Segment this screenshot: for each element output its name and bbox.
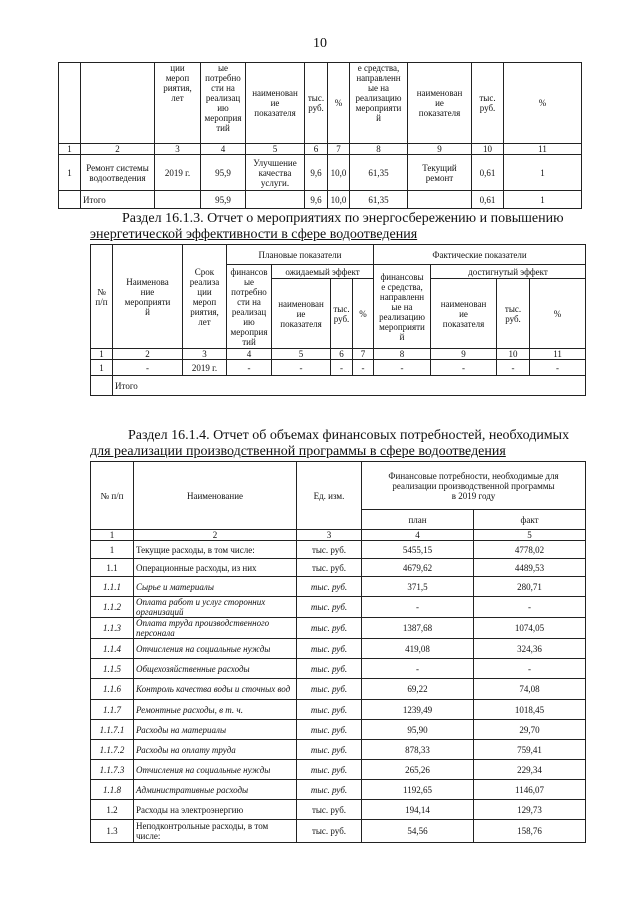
cell: 10,0	[328, 155, 350, 191]
header-num: № п/п	[91, 245, 113, 349]
cell-fakt: -	[474, 597, 586, 618]
cell-fakt: 229,34	[474, 760, 586, 780]
cell-num: 1.1.5	[91, 659, 134, 679]
cell-name: Операционные расходы, из них	[134, 559, 297, 577]
cell: 2019 г.	[183, 360, 227, 376]
cell-name: Отчисления на социальные нужды	[134, 760, 297, 780]
col-number: 8	[374, 349, 431, 360]
cell-plan: 54,56	[362, 820, 474, 843]
table-energy-saving	[90, 244, 586, 396]
table-row	[59, 155, 582, 191]
total-label: Итого	[113, 376, 586, 396]
cell-fakt: 1018,45	[474, 700, 586, 720]
table-row	[91, 720, 586, 740]
cell-name: Оплата работ и услуг сторонних организаций	[134, 597, 297, 618]
cell: 95,9	[201, 191, 246, 209]
cell-unit: тыс. руб.	[297, 597, 362, 618]
col-number: 3	[155, 144, 201, 155]
header-finans-plan: финансов ые потребно сти на реализац ию мероприя тий	[227, 265, 272, 349]
cell-num: 1.1.1	[91, 577, 134, 597]
cell-plan: 1239,49	[362, 700, 474, 720]
cell-plan: 69,22	[362, 679, 474, 700]
cell: 1	[504, 155, 582, 191]
col-number: 3	[297, 530, 362, 541]
header-tys-rub2: тыс. руб.	[497, 279, 530, 349]
cell-plan: -	[362, 597, 474, 618]
cell-fakt: 74,08	[474, 679, 586, 700]
cell-name: Расходы на электроэнергию	[134, 800, 297, 820]
table-row	[91, 679, 586, 700]
cell-plan: 419,08	[362, 639, 474, 659]
header-naim-pok2: наименован ие показателя	[431, 279, 497, 349]
col-number: 5	[246, 144, 305, 155]
col-number: 2	[81, 144, 155, 155]
table-row	[91, 639, 586, 659]
cell-plan: 1192,65	[362, 780, 474, 800]
cell-fakt: 280,71	[474, 577, 586, 597]
table-row	[91, 800, 586, 820]
col-number: 9	[431, 349, 497, 360]
cell-unit: тыс. руб.	[297, 639, 362, 659]
page-number: 10	[313, 36, 327, 51]
cell-fakt: 29,70	[474, 720, 586, 740]
cell-fakt: 4778,02	[474, 541, 586, 559]
header-fakt: факт	[474, 510, 586, 530]
cell-unit: тыс. руб.	[297, 780, 362, 800]
header-naim-pok: наименован ие показателя	[272, 279, 331, 349]
cell-name: Оплата труда производственного персонала	[134, 618, 297, 639]
header-pct2: %	[530, 279, 586, 349]
cell-unit: тыс. руб.	[297, 541, 362, 559]
table-row	[91, 618, 586, 639]
col-number: 11	[530, 349, 586, 360]
cell-unit: тыс. руб.	[297, 800, 362, 820]
cell-num: 1.1.7.1	[91, 720, 134, 740]
cell: 9,6	[305, 191, 328, 209]
col-number: 10	[497, 349, 530, 360]
table-row	[91, 597, 586, 618]
cell-unit: тыс. руб.	[297, 740, 362, 760]
col-number: 5	[272, 349, 331, 360]
table-row	[91, 820, 586, 843]
cell-unit: тыс. руб.	[297, 820, 362, 843]
cell: -	[272, 360, 331, 376]
cell-name: Общехозяйственные расходы	[134, 659, 297, 679]
cell-name: Сырье и материалы	[134, 577, 297, 597]
cell-name: Текущие расходы, в том числе:	[134, 541, 297, 559]
cell-num: 1	[91, 541, 134, 559]
cell-unit: тыс. руб.	[297, 618, 362, 639]
cell: 10,0	[328, 191, 350, 209]
col-number: 8	[350, 144, 408, 155]
section-heading-16-1-4-line2: для реализации производственной программы в сфере водоотведения	[90, 444, 506, 459]
cell-num: 1.1	[91, 559, 134, 577]
col-number: 2	[134, 530, 297, 541]
col-number: 3	[183, 349, 227, 360]
table-row	[91, 559, 586, 577]
table-row	[91, 360, 586, 376]
cell: -	[530, 360, 586, 376]
header-plan: Плановые показатели	[227, 245, 374, 265]
cell-plan: -	[362, 659, 474, 679]
col-number: 6	[331, 349, 353, 360]
col-number: 1	[91, 530, 134, 541]
cell-unit: тыс. руб.	[297, 760, 362, 780]
cell-name: Административные расходы	[134, 780, 297, 800]
col-number: 4	[201, 144, 246, 155]
cell-name: Отчисления на социальные нужды	[134, 639, 297, 659]
table-financial-needs	[90, 461, 586, 843]
cell-name: Контроль качества воды и сточных вод	[134, 679, 297, 700]
cell: -	[431, 360, 497, 376]
header-pct: %	[353, 279, 374, 349]
cell-fakt: 759,41	[474, 740, 586, 760]
cell-plan: 1387,68	[362, 618, 474, 639]
col-number: 1	[59, 144, 81, 155]
header-num: № п/п	[91, 462, 134, 530]
cell: Ремонт системы водоотведения	[81, 155, 155, 191]
header-srok: ции мероп риятия, лет	[155, 63, 201, 144]
cell-plan: 95,90	[362, 720, 474, 740]
col-number: 1	[91, 349, 113, 360]
table-row	[91, 541, 586, 559]
table-row	[91, 659, 586, 679]
col-number: 4	[227, 349, 272, 360]
cell-fakt: 129,73	[474, 800, 586, 820]
cell: 1	[504, 191, 582, 209]
header-finance: Финансовые потребности, необходимые для реализации производственной программы в 2019 году	[362, 462, 586, 510]
cell: 61,35	[350, 155, 408, 191]
cell-num: 1.1.6	[91, 679, 134, 700]
cell: Текущий ремонт	[408, 155, 472, 191]
col-number: 9	[408, 144, 472, 155]
cell: 1	[59, 155, 81, 191]
cell-num: 1.1.4	[91, 639, 134, 659]
cell-name: Расходы на оплату труда	[134, 740, 297, 760]
col-number: 4	[362, 530, 474, 541]
cell: -	[374, 360, 431, 376]
header-plan: план	[362, 510, 474, 530]
header-srok: Срок реализа ции мероп риятия, лет	[183, 245, 227, 349]
section-heading-16-1-3: Раздел 16.1.3. Отчет о мероприятиях по энергосбережению и повышению	[122, 211, 564, 226]
cell: 9,6	[305, 155, 328, 191]
cell-unit: тыс. руб.	[297, 577, 362, 597]
cell-unit: тыс. руб.	[297, 720, 362, 740]
header-tys-rub: тыс. руб.	[305, 63, 328, 144]
cell: 61,35	[350, 191, 408, 209]
cell-name: Расходы на материалы	[134, 720, 297, 740]
cell-num: 1.3	[91, 820, 134, 843]
cell-unit: тыс. руб.	[297, 700, 362, 720]
header-finans-plan: ые потребно сти на реализац ию мероприя тий	[201, 63, 246, 144]
cell-unit: тыс. руб.	[297, 559, 362, 577]
cell: -	[497, 360, 530, 376]
cell-plan: 371,5	[362, 577, 474, 597]
col-number: 7	[328, 144, 350, 155]
header-tys-rub2: тыс. руб.	[472, 63, 504, 144]
cell: 95,9	[201, 155, 246, 191]
cell-num: 1.1.7	[91, 700, 134, 720]
header-naim-pok2: наименован ие показателя	[408, 63, 472, 144]
header-pct: %	[328, 63, 350, 144]
table-row	[91, 760, 586, 780]
cell: -	[227, 360, 272, 376]
cell-plan: 194,14	[362, 800, 474, 820]
header-name: Наименование	[134, 462, 297, 530]
cell-num: 1.1.2	[91, 597, 134, 618]
total-label: Итого	[81, 191, 155, 209]
col-number: 5	[474, 530, 586, 541]
cell-name: Неподконтрольные расходы, в том числе:	[134, 820, 297, 843]
col-number: 10	[472, 144, 504, 155]
cell-fakt: 1074,05	[474, 618, 586, 639]
table-row	[91, 700, 586, 720]
section-heading-16-1-3-line2: энергетической эффективности в сфере водоотведения	[90, 227, 418, 242]
cell: Улучшение качества услуги.	[246, 155, 305, 191]
cell-num: 1.1.8	[91, 780, 134, 800]
cell: 0,61	[472, 155, 504, 191]
cell-num: 1.1.7.3	[91, 760, 134, 780]
header-fakt: Фактические показатели	[374, 245, 586, 265]
cell: -	[353, 360, 374, 376]
header-name: Наименова ние мероприяти й	[113, 245, 183, 349]
cell-plan: 265,26	[362, 760, 474, 780]
section-heading-16-1-4: Раздел 16.1.4. Отчет об объемах финансовых потребностей, необходимых	[128, 428, 570, 443]
table-events-continued	[58, 62, 582, 209]
header-achieved: достигнутый эффект	[431, 265, 586, 279]
table-row	[91, 740, 586, 760]
cell-plan: 5455,15	[362, 541, 474, 559]
cell-fakt: 4489,53	[474, 559, 586, 577]
cell: 2019 г.	[155, 155, 201, 191]
cell-num: 1.1.7.2	[91, 740, 134, 760]
cell-plan: 4679,62	[362, 559, 474, 577]
header-finans-fakt: финансовы е средства, направленн ые на реализацию мероприяти й	[374, 265, 431, 349]
col-number: 2	[113, 349, 183, 360]
cell-unit: тыс. руб.	[297, 679, 362, 700]
cell-fakt: 324,36	[474, 639, 586, 659]
cell-name: Ремонтные расходы, в т. ч.	[134, 700, 297, 720]
col-number: 6	[305, 144, 328, 155]
total-row	[91, 376, 586, 396]
total-row	[59, 191, 582, 209]
cell: 1	[91, 360, 113, 376]
cell-unit: тыс. руб.	[297, 659, 362, 679]
header-expected: ожидаемый эффект	[272, 265, 374, 279]
cell: 0,61	[472, 191, 504, 209]
cell-num: 1.1.3	[91, 618, 134, 639]
col-number: 7	[353, 349, 374, 360]
cell: -	[113, 360, 183, 376]
cell-fakt: 158,76	[474, 820, 586, 843]
header-tys-rub: тыс. руб.	[331, 279, 353, 349]
header-pct2: %	[504, 63, 582, 144]
table-row	[91, 780, 586, 800]
header-finans-fakt: е средства, направленн ые на реализацию мероприяти й	[350, 63, 408, 144]
cell: -	[331, 360, 353, 376]
cell-fakt: -	[474, 659, 586, 679]
table-row	[91, 577, 586, 597]
header-unit: Ед. изм.	[297, 462, 362, 530]
header-naim-pok: наименован ие показателя	[246, 63, 305, 144]
cell-plan: 878,33	[362, 740, 474, 760]
col-number: 11	[504, 144, 582, 155]
cell-num: 1.2	[91, 800, 134, 820]
cell-fakt: 1146,07	[474, 780, 586, 800]
